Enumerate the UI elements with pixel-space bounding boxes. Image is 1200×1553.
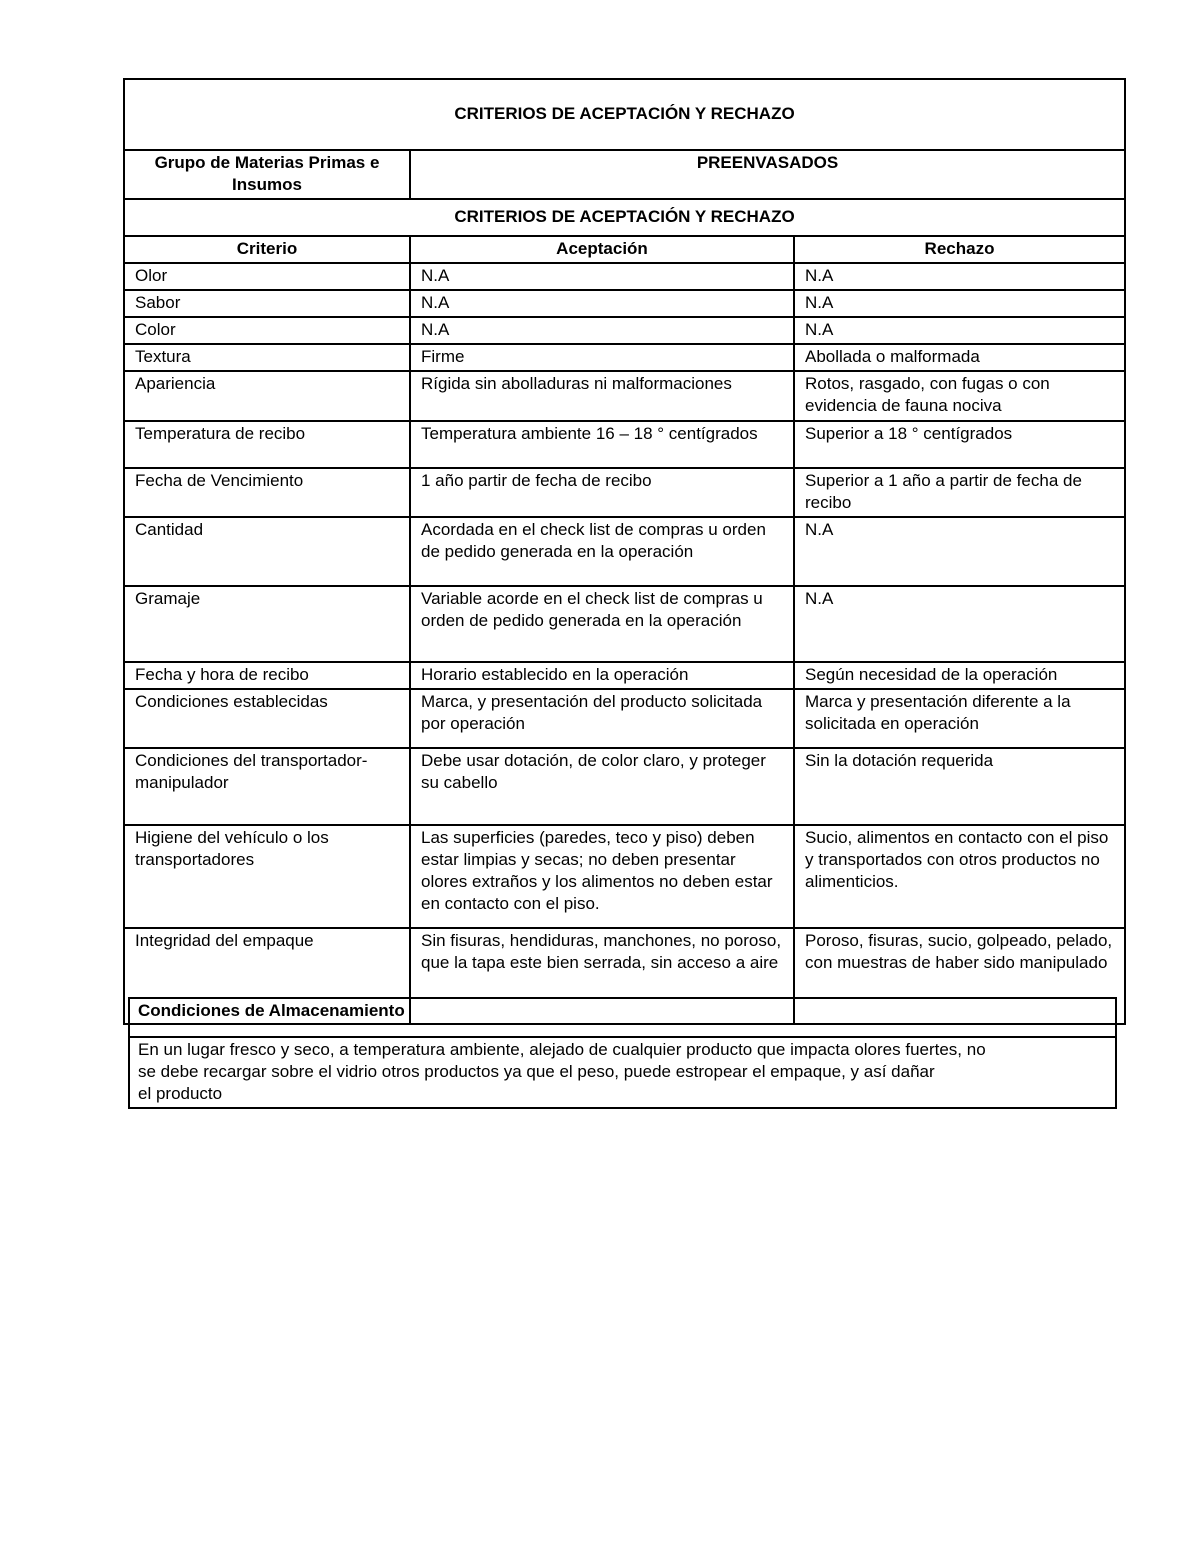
group-label: Grupo de Materias Primas e Insumos <box>124 150 410 199</box>
rechazo-cell: Superior a 1 año a partir de fecha de recibo <box>794 468 1125 517</box>
criterio-cell: Integridad del empaque <box>124 928 410 1024</box>
aceptacion-cell: Variable acorde en el check list de compras u orden de pedido generada en la operación <box>410 586 794 662</box>
criterio-cell: Condiciones del transportador-manipulador <box>124 748 410 825</box>
table-row <box>124 662 1125 689</box>
aceptacion-cell: Sin fisuras, hendiduras, manchones, no poroso, que la tapa este bien serrada, sin acceso a aire <box>410 928 794 1024</box>
criteria-table <box>123 78 1126 1025</box>
rechazo-cell: Superior a 18 ° centígrados <box>794 421 1125 468</box>
rechazo-cell: Sin la dotación requerida <box>794 748 1125 825</box>
rechazo-cell: Abollada o malformada <box>794 344 1125 371</box>
table-row <box>124 517 1125 586</box>
table-row <box>124 421 1125 468</box>
header-row <box>124 236 1125 263</box>
storage-line: En un lugar fresco y seco, a temperatura ambiente, alejado de cualquier producto que impacta olores fuertes, no <box>138 1040 986 1059</box>
group-value: PREENVASADOS <box>410 150 1125 199</box>
criterio-cell: Fecha y hora de recibo <box>124 662 410 689</box>
document-title: CRITERIOS DE ACEPTACIÓN Y RECHAZO <box>124 79 1125 150</box>
criterio-cell: Fecha de Vencimiento <box>124 468 410 517</box>
aceptacion-cell: N.A <box>410 263 794 290</box>
table-row <box>124 468 1125 517</box>
table-row <box>124 317 1125 344</box>
rechazo-cell: N.A <box>794 290 1125 317</box>
rechazo-cell: N.A <box>794 517 1125 586</box>
column-header-rechazo: Rechazo <box>794 236 1125 263</box>
column-header-aceptacion: Aceptación <box>410 236 794 263</box>
subtitle-row <box>124 199 1125 236</box>
storage-line: el producto <box>138 1084 223 1103</box>
storage-conditions-table <box>128 997 1117 1109</box>
aceptacion-cell: Temperatura ambiente 16 – 18 ° centígrados <box>410 421 794 468</box>
title-row <box>124 79 1125 150</box>
table-row <box>124 586 1125 662</box>
aceptacion-cell: Acordada en el check list de compras u orden de pedido generada en la operación <box>410 517 794 586</box>
rechazo-cell: Marca y presentación diferente a la solicitada en operación <box>794 689 1125 748</box>
table-row <box>124 290 1125 317</box>
storage-title-row <box>129 998 1116 1037</box>
aceptacion-cell: N.A <box>410 290 794 317</box>
rechazo-cell: N.A <box>794 586 1125 662</box>
rechazo-cell: N.A <box>794 263 1125 290</box>
aceptacion-cell: 1 año partir de fecha de recibo <box>410 468 794 517</box>
rechazo-cell: Según necesidad de la operación <box>794 662 1125 689</box>
criterio-cell: Apariencia <box>124 371 410 421</box>
criterio-cell: Textura <box>124 344 410 371</box>
table-row <box>124 825 1125 928</box>
table-row <box>124 371 1125 421</box>
criterio-cell: Olor <box>124 263 410 290</box>
rechazo-cell: Poroso, fisuras, sucio, golpeado, pelado, con muestras de haber sido manipulado <box>794 928 1125 1024</box>
aceptacion-cell: Debe usar dotación, de color claro, y proteger su cabello <box>410 748 794 825</box>
criterio-cell: Condiciones establecidas <box>124 689 410 748</box>
criterio-cell: Higiene del vehículo o los transportadores <box>124 825 410 928</box>
column-header-criterio: Criterio <box>124 236 410 263</box>
criterio-cell: Sabor <box>124 290 410 317</box>
group-row <box>124 150 1125 199</box>
table-row <box>124 263 1125 290</box>
aceptacion-cell: Marca, y presentación del producto solicitada por operación <box>410 689 794 748</box>
rechazo-cell: Sucio, alimentos en contacto con el piso y transportados con otros productos no alimenticios. <box>794 825 1125 928</box>
criterio-cell: Cantidad <box>124 517 410 586</box>
criterio-cell: Temperatura de recibo <box>124 421 410 468</box>
storage-description <box>129 1037 1116 1108</box>
document-subtitle: CRITERIOS DE ACEPTACIÓN Y RECHAZO <box>124 199 1125 236</box>
storage-title: Condiciones de Almacenamiento <box>129 998 1116 1037</box>
aceptacion-cell: N.A <box>410 317 794 344</box>
criterio-cell: Gramaje <box>124 586 410 662</box>
storage-body-row <box>129 1037 1116 1108</box>
aceptacion-cell: Horario establecido en la operación <box>410 662 794 689</box>
rechazo-cell: N.A <box>794 317 1125 344</box>
table-row <box>124 344 1125 371</box>
aceptacion-cell: Las superficies (paredes, teco y piso) deben estar limpias y secas; no deben presentar olores extraños y los alimentos no deben estar en contacto con el piso. <box>410 825 794 928</box>
aceptacion-cell: Firme <box>410 344 794 371</box>
storage-line: se debe recargar sobre el vidrio otros productos ya que el peso, puede estropear el empaque, y así dañar <box>138 1062 935 1081</box>
table-row <box>124 748 1125 825</box>
table-row <box>124 689 1125 748</box>
rechazo-cell: Rotos, rasgado, con fugas o con evidencia de fauna nociva <box>794 371 1125 421</box>
aceptacion-cell: Rígida sin abolladuras ni malformaciones <box>410 371 794 421</box>
criterio-cell: Color <box>124 317 410 344</box>
